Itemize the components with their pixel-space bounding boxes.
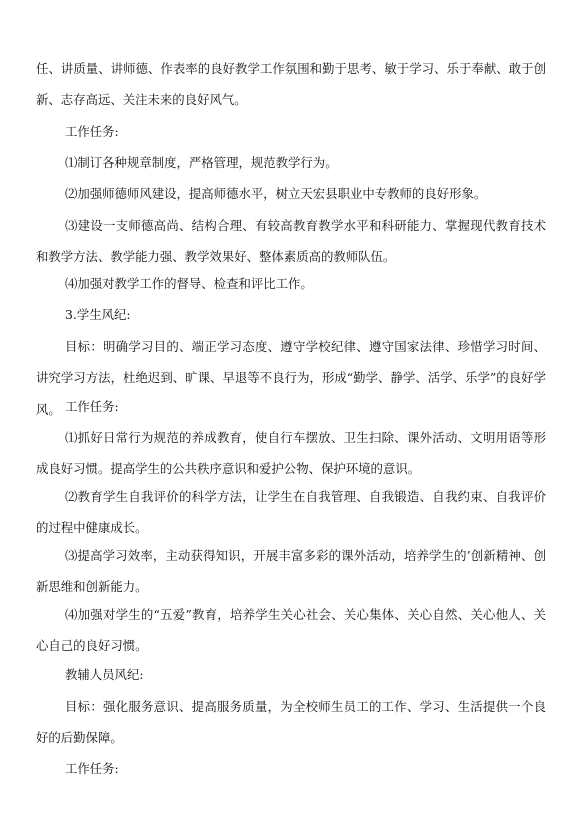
heading-work-tasks-teachers: 工作任务: bbox=[65, 124, 119, 139]
paragraph-student-goal: 目标：明确学习目的、端正学习态度、遵守学校纪律、遵守国家法律、珍惜学习时间、讲究学习方法，杜绝迟到、旷课、早退等不良行为，形成“勤学、静学、活学、乐学”的良好学风。 bbox=[36, 339, 546, 417]
heading-work-tasks-staff: 工作任务: bbox=[65, 761, 119, 776]
heading-student-discipline: 3.学生风纪: bbox=[65, 307, 131, 322]
heading-staff-discipline: 教辅人员风纪: bbox=[65, 667, 144, 682]
paragraph-teaching-atmosphere: 任、讲质量、讲师德、作表率的良好教学工作氛围和勤于思考、敏于学习、乐于奉献、敢于创新、志存高远、关注未来的良好风气。 bbox=[36, 61, 546, 108]
list-item-supervision: ⑷加强对教学工作的督导、检查和评比工作。 bbox=[65, 276, 313, 291]
heading-work-tasks-students: 工作任务: bbox=[65, 399, 119, 414]
list-item-regulations: ⑴制订各种规章制度，严格管理，规范教学行为。 bbox=[65, 155, 338, 170]
list-item-self-evaluation: ⑵教育学生自我评价的科学方法，让学生在自我管理、自我锻造、自我约束、自我评价的过程中健康成长。 bbox=[36, 489, 546, 536]
paragraph-staff-goal: 目标：强化服务意识、提高服务质量，为全校师生员工的工作、学习、生活提供一个良好的后勤保障。 bbox=[36, 699, 546, 746]
list-item-daily-habits: ⑴抓好日常行为规范的养成教育，使自行车摆放、卫生扫除、课外活动、文明用语等形成良好习惯。提高学生的公共秩序意识和爱护公物、保护环境的意识。 bbox=[36, 430, 546, 477]
list-item-learning-efficiency: ⑶提高学习效率，主动获得知识，开展丰富多彩的课外活动，培养学生的’创新精神、创新思维和创新能力。 bbox=[36, 548, 546, 595]
list-item-teacher-ethics: ⑵加强师德师风建设，提高师德水平，树立天宏县职业中专教师的良好形象。 bbox=[65, 186, 487, 201]
list-item-five-loves: ⑷加强对学生的“五爱”教育，培养学生关心社会、关心集体、关心自然、关心他人、关心自己的良好习惯。 bbox=[36, 607, 546, 654]
list-item-teacher-team: ⑶建设一支师德高尚、结构合理、有较高教育教学水平和科研能力、掌握现代教育技术和教学方法、教学能力强、教学效果好、整体素质高的教师队伍。 bbox=[36, 218, 546, 265]
